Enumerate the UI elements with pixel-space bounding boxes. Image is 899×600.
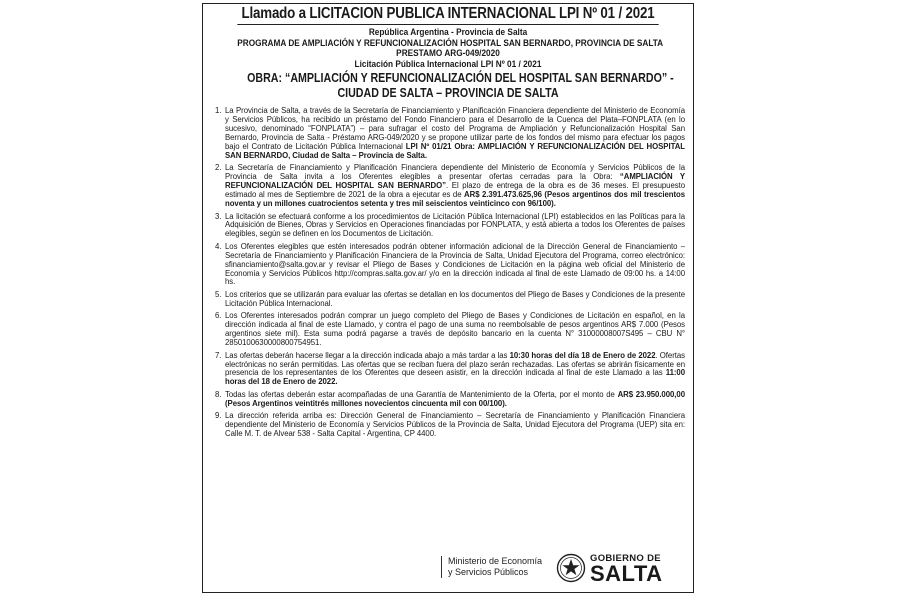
notice-item	[215, 352, 685, 388]
notice-title: Llamado a LICITACION PUBLICA INTERNACIONAL LPI Nº 01 / 2021	[237, 4, 658, 25]
header-country: República Argentina - Provincia de Salta	[368, 27, 528, 38]
item-number: 2.	[215, 163, 222, 173]
header-obra-line1: OBRA: “AMPLIACIÓN Y REFUNCIONALIZACIÓN DEL HOSPITAL SAN BERNARDO” -	[247, 70, 674, 86]
item-text: La Provincia de Salta, a través de la Secretaría de Financiamiento y Planificación Financiera dependiente del Ministerio de Economía y Servicios Públicos, ha recibido un préstamo del Fondo Financiero para el Desarrollo de la Cuenca del Plata–FONPLATA (en lo sucesivo, denominado “FONPLATA”) – para sufragar el costo del Programa de Ampliación y Refuncionalización Hospital San Bernardo, Provincia de Salta - Préstamo ARG-049/2020 y se propone utilizar parte de los fondos del mismo para efectuar los pagos bajo el Contrato de Licitación Pública Internacional	[225, 106, 685, 151]
header-loan: PRESTAMO ARG-049/2020	[396, 48, 500, 60]
item-text: La licitación se efectuará conforme a los procedimientos de Licitación Pública Internacional (LPI) establecidos en las Políticas para la Adquisición de Bienes, Obras y Servicios en Operaciones financiadas por FONPLATA, y está abierta a todos los Oferentes de países elegibles, según se definen en los Documentos de Licitación.	[225, 211, 685, 239]
notice-item	[215, 107, 685, 160]
header-tender-number: Licitación Pública Internacional LPI Nº 01 / 2021	[354, 58, 542, 70]
notice-footer	[203, 550, 693, 592]
item-number: 9.	[215, 411, 222, 421]
logo-text-gobierno: GOBIERNO DE	[590, 553, 661, 564]
notice-item	[215, 213, 685, 240]
item-number: 8.	[215, 389, 222, 399]
gobierno-salta-logo	[590, 553, 663, 584]
item-text-bold: 10:30 horas del día 18 de Enero de 2022	[509, 350, 656, 360]
notice-item	[215, 312, 685, 348]
item-text-bold: “AMPLIACIÓN Y REFUNCIONALIZACIÓN DEL HOSPITAL SAN BERNARDO”	[225, 172, 685, 191]
notice-item	[215, 291, 685, 309]
notice-items	[203, 107, 693, 439]
item-text: Los Oferentes interesados podrán comprar un juego completo del Pliego de Bases y Condiciones de Licitación en español, en la dirección indicada al final de este Llamado, y contra el pago de una suma no reembolsable de pesos argentinos AR$ 7.000 (Pesos argentinos siete mil). Esta suma podrá pagarse a través de depósito bancario en la cuenta N° 31000008007S495 – CBU N° 2850100630000800754951.	[225, 311, 685, 348]
item-text: Todas las ofertas deberán estar acompañadas de una Garantía de Mantenimiento de la Oferta, por el monto de	[225, 389, 618, 399]
item-text: Los criterios que se utilizarán para evaluar las ofertas se detallan en los documentos del Pliego de Bases y Condiciones de la presente Licitación Pública Internacional.	[225, 289, 685, 308]
item-text-bold: LPI Nº 01/21 Obra: AMPLIACIÓN Y REFUNCIONALIZACIÓN DEL HOSPITAL SAN BERNARDO, Ciudad de Salta – Provincia de Salta.	[225, 142, 685, 160]
ministry-line1: Ministerio de Economía	[448, 556, 543, 566]
item-number: 6.	[215, 311, 222, 321]
logo-text-salta: SALTA	[590, 561, 663, 586]
notice-item	[215, 243, 685, 288]
notice-item	[215, 391, 685, 409]
ministry-label	[441, 556, 542, 578]
item-text: Los Oferentes elegibles que estén interesados podrán obtener información adicional de la Dirección General de Financiamiento – Secretaría de Financiamiento y Planificación Financiera de la Provincia de Salta, Unidad Ejecutora del Programa, correo electrónico: sfinanciamiento@salta.gov.ar y revisar el Pliego de Bases y Condiciones de Licitación en la página web oficial del Ministerio de Economía y Servicios Públicos http://compras.salta.gov.ar/ y/o en la dirección indicada al final de este Llamado de 09:00 hs. a 14:00 hs.	[225, 241, 685, 287]
item-number: 5.	[215, 289, 222, 299]
header-obra-line2: CIUDAD DE SALTA – PROVINCIA DE SALTA	[337, 84, 559, 100]
item-text: La Secretaría de Financiamiento y Planificación Financiera dependiente del Ministerio de Economía y Servicios Públicos de la Provincia de Salta invita a los Oferentes elegibles a presentar ofertas cerradas para la Obra:	[225, 163, 685, 182]
item-text: Las ofertas deberán hacerse llegar a la dirección indicada abajo a más tardar a las	[225, 350, 510, 360]
notice-header	[203, 28, 693, 99]
notice-item	[215, 164, 685, 209]
salta-coat-of-arms-icon	[556, 553, 586, 583]
item-number: 7.	[215, 350, 222, 360]
item-text-bold: AR$ 23.950.000,00 (Pesos Argentinos veintitrés millones novecientos cincuenta mil con 00/100).	[225, 389, 685, 408]
item-text: . Ofertas electrónicas no serán permitidas. Las ofertas que se reciban fuera del plazo serán rechazadas. Las ofertas se abrirán físicamente en presencia de los representantes de los Oferentes que deseen asistir, en la dirección indicada al final de este Llamado a las	[225, 350, 685, 378]
item-number: 3.	[215, 211, 222, 221]
item-number: 1.	[215, 106, 222, 116]
header-program: PROGRAMA DE AMPLIACIÓN Y REFUNCIONALIZACIÓN HOSPITAL SAN BERNARDO, PROVINCIA DE SALTA	[237, 37, 664, 49]
item-text-bold: AR$ 2.391.473.625,96 (Pesos argentinos dos mil trescientos noventa y un millones cuatrocientos setenta y tres mil seiscientos veinticinco con 96/100).	[225, 190, 686, 209]
item-text: La dirección referida arriba es: Dirección General de Financiamiento – Secretaría de Financiamiento y Planificación Financiera dependiente del Ministerio de Economía y Servicios Públicos de la Provincia de Salta, Unidad Ejecutora del Programa (UEP) sita en: Calle M. T. de Alvear 538 - Salta Capital - Argentina, CP 4400.	[225, 411, 685, 439]
notice-item	[215, 412, 685, 439]
item-text: . El plazo de entrega de la obra es de 36 meses. El presupuesto estimado al mes de Septiembre de 2021 de la obra a ejecutar es de	[225, 181, 685, 200]
item-number: 4.	[215, 241, 222, 251]
ministry-line2: y Servicios Públicos	[448, 567, 529, 577]
item-text-bold: 11:00 horas del 18 de Enero de 2022.	[225, 368, 685, 387]
tender-notice	[202, 3, 694, 593]
